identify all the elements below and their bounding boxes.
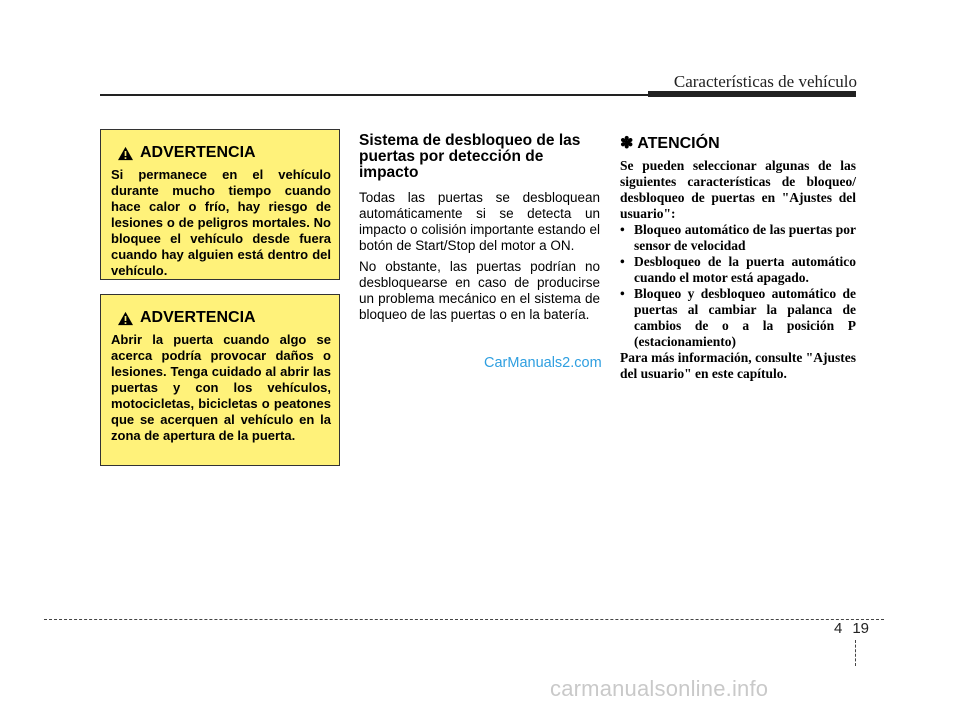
watermark-link: CarManuals2.com xyxy=(484,355,602,371)
bullet-icon: • xyxy=(620,286,625,301)
bullet-icon: • xyxy=(620,222,625,237)
warning-title: ADVERTENCIA xyxy=(140,309,256,326)
attention-title: ✽ ATENCIÓN xyxy=(620,135,720,152)
attention-column xyxy=(620,133,856,382)
warning-box-2 xyxy=(100,294,340,466)
list-item xyxy=(620,286,856,350)
list-item xyxy=(620,222,856,254)
list-item-text: Bloqueo y desbloqueo automático de puertas al cambiar la palanca de cambios de o a la posición P (estacionamiento) xyxy=(634,286,856,349)
warning-triangle-icon xyxy=(117,146,134,161)
site-watermark: carmanualsonline.info xyxy=(550,676,769,701)
attention-list xyxy=(620,222,856,350)
header-rule-accent xyxy=(648,91,856,97)
list-item-text: Desbloqueo de la puerta automático cuando el motor está apagado. xyxy=(634,254,856,285)
section-paragraph: Todas las puertas se desbloquean automáticamente si se detecta un impacto o colisión importante estando el botón de Start/Stop del motor a ON. xyxy=(359,190,600,253)
warning-triangle-icon xyxy=(117,311,134,326)
footer-rule xyxy=(44,619,884,620)
warning-header xyxy=(117,144,331,162)
header-title: Características de vehículo xyxy=(673,72,857,91)
section-title: Sistema de desbloqueo de las puertas por detección de impacto xyxy=(359,132,581,181)
list-item xyxy=(620,254,856,286)
chapter-number: 4 xyxy=(834,620,843,637)
section-paragraph: No obstante, las puertas podrían no desbloquearse en caso de producirse un problema mecánico en el sistema de bloqueo de las puertas o en la batería. xyxy=(359,259,600,322)
attention-outro: Para más información, consulte "Ajustes del usuario" en este capítulo. xyxy=(620,350,856,381)
footer-vertical-rule xyxy=(855,640,856,666)
attention-intro: Se pueden seleccionar algunas de las siguientes características de bloqueo/ desbloqueo de puertas en "Ajustes del usuario": xyxy=(620,158,856,221)
page-index: 19 xyxy=(852,620,870,637)
warning-header xyxy=(117,309,331,327)
list-item-text: Bloqueo automático de las puertas por sensor de velocidad xyxy=(634,222,856,253)
bullet-icon: • xyxy=(620,254,625,269)
page-number xyxy=(834,620,869,637)
section-column xyxy=(359,133,600,328)
warning-text: Si permanece en el vehículo durante mucho tiempo cuando hace calor o frío, hay riesgo de lesiones o de peligros mortales. No bloquee el vehículo desde fuera cuando hay alguien está dentro del vehículo. xyxy=(111,167,331,278)
warning-box-1 xyxy=(100,129,340,280)
warning-text: Abrir la puerta cuando algo se acerca podría provocar daños o lesiones. Tenga cuidado al abrir las puertas y con los vehículos, motocicletas, bicicletas o peatones que se acerquen al vehículo en la zona de apertura de la puerta. xyxy=(111,332,331,443)
warning-title: ADVERTENCIA xyxy=(140,144,256,161)
